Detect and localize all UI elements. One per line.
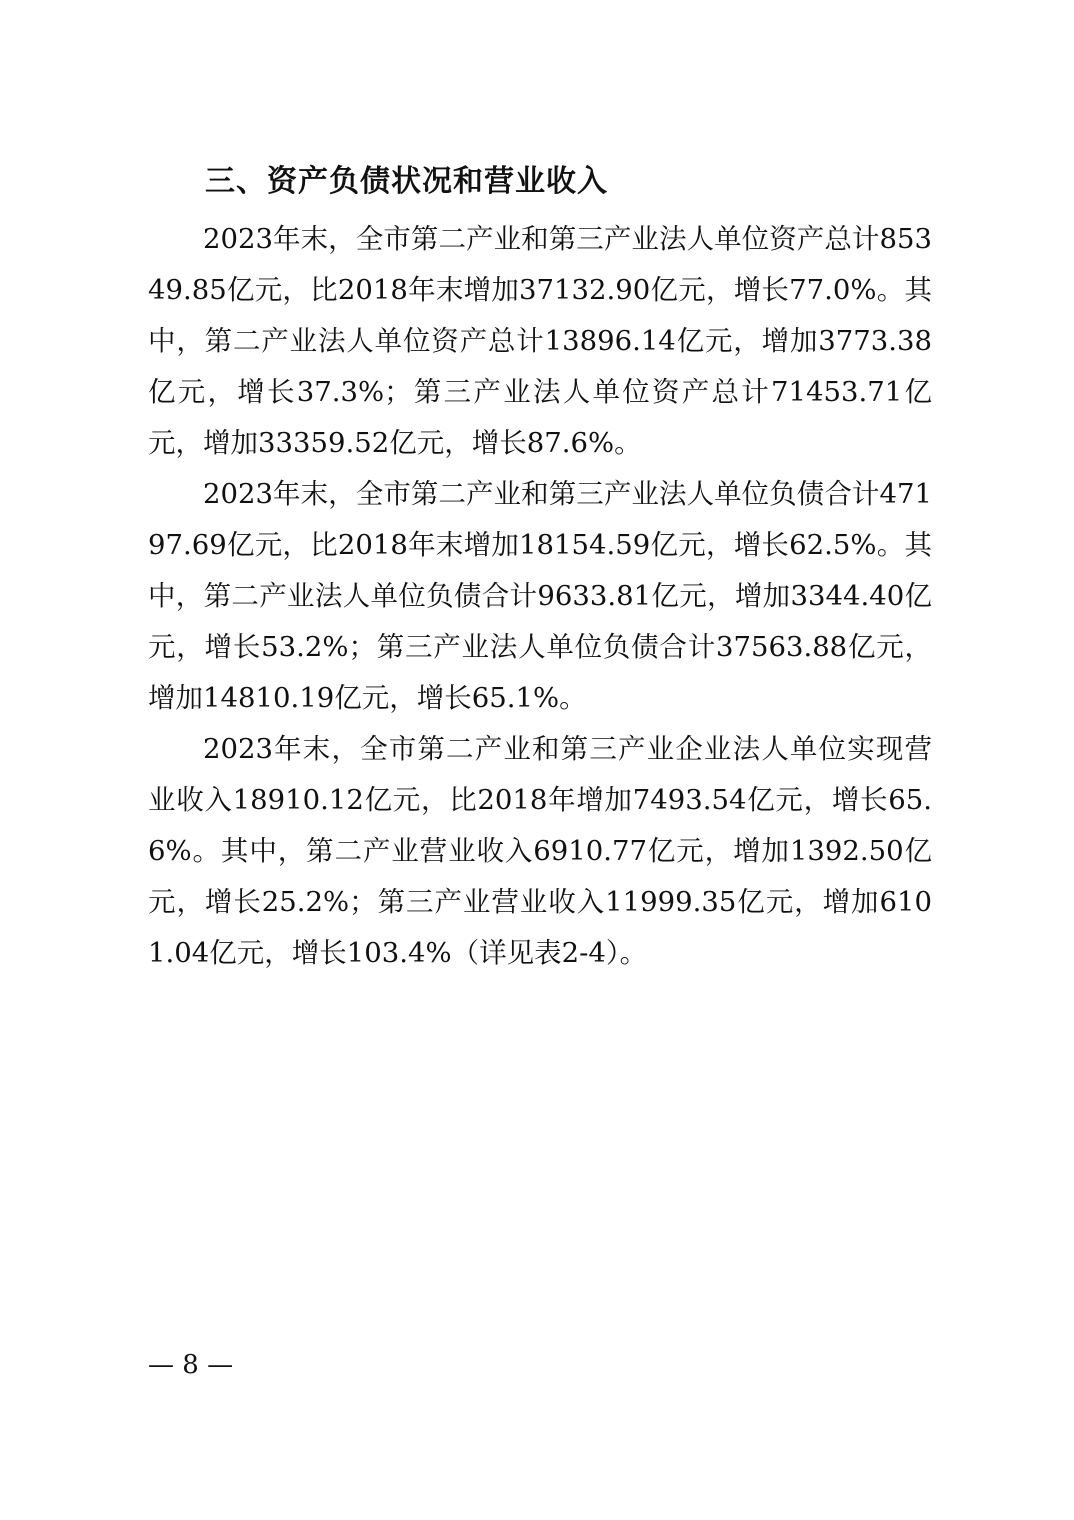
paragraph-revenue: 2023年末，全市第二产业和第三产业企业法人单位实现营业收入18910.12亿元，比2018年增加7493.54亿元，增长65.6%。其中，第二产业营业收入6910.77亿元，增加1392.50亿元，增长25.2%；第三产业营业收入11999.35亿元，增加6101.04亿元，增长103.4%（详见表2-4）。 — [148, 733, 932, 969]
body-text — [148, 214, 932, 979]
page-number: — 8 — — [148, 1350, 234, 1380]
section-heading: 三、资产负债状况和营业收入 — [205, 164, 608, 199]
paragraph-assets: 2023年末，全市第二产业和第三产业法人单位资产总计85349.85亿元，比2018年末增加37132.90亿元，增长77.0%。其中，第二产业法人单位资产总计13896.14亿元，增加3773.38亿元，增长37.3%；第三产业法人单位资产总计71453.71亿元，增加33359.52亿元，增长87.6%。 — [148, 223, 932, 459]
paragraph-liabilities: 2023年末，全市第二产业和第三产业法人单位负债合计47197.69亿元，比2018年末增加18154.59亿元，增长62.5%。其中，第二产业法人单位负债合计9633.81亿元，增加3344.40亿元，增长53.2%；第三产业法人单位负债合计37563.88亿元，增加14810.19亿元，增长65.1%。 — [148, 478, 932, 714]
